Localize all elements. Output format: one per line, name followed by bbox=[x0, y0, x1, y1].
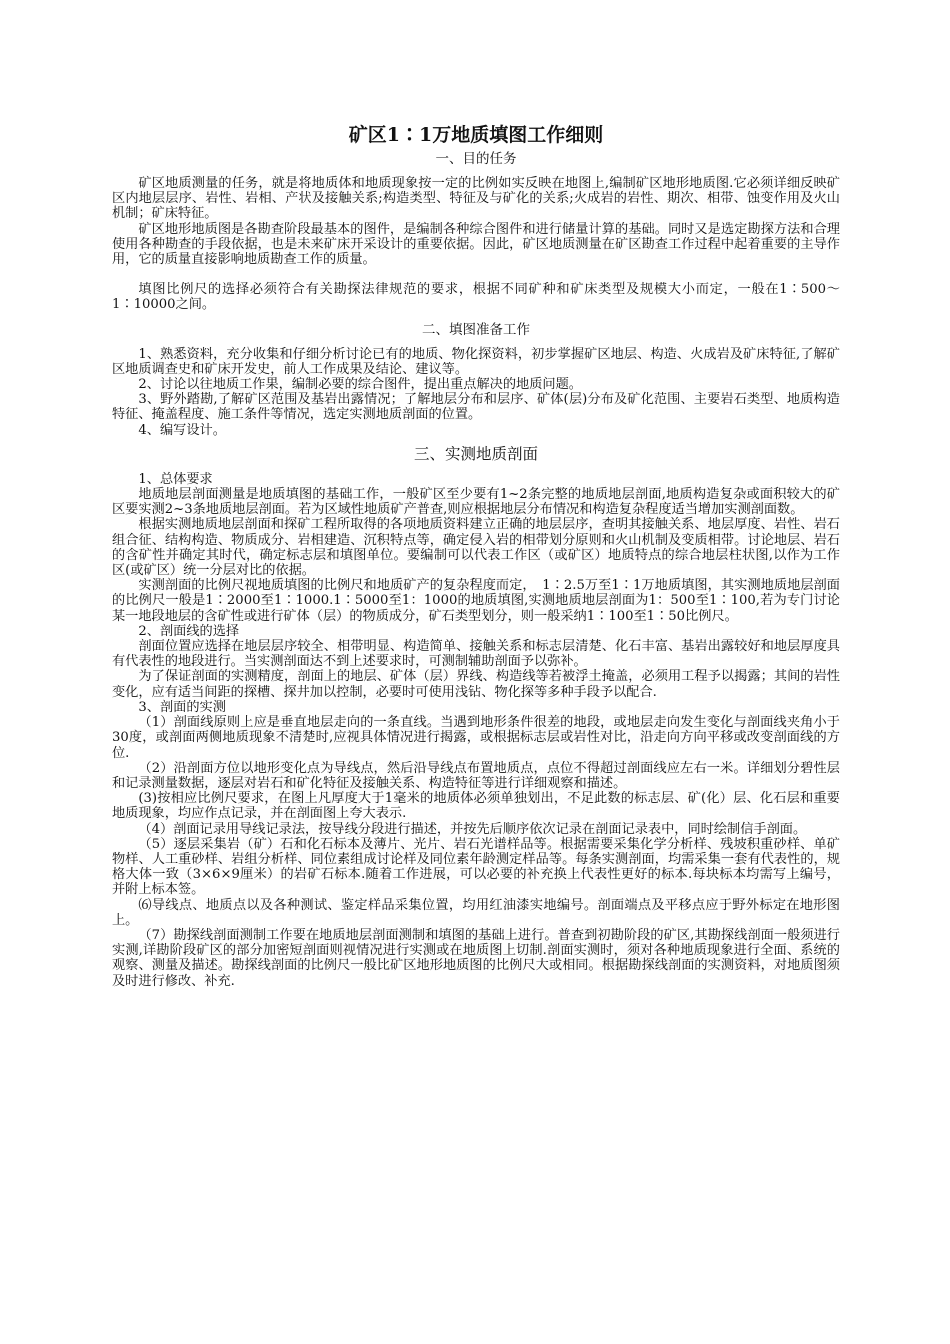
subheading: 3、剖面的实测 bbox=[138, 699, 226, 715]
list-item: 3、野外踏勘,了解矿区范围及基岩出露情况；了解地层分布和层序、矿体(层)分布及矿化范围、主要岩石类型、地质构造特征、掩盖程度、施工条件等情况，选定实测地质剖面的位置。 bbox=[112, 392, 840, 423]
list-item: 2、讨论以往地质工作果，编制必要的综合图件，提出重点解决的地质问题。 bbox=[138, 377, 582, 393]
paragraph: （2）沿剖面方位以地形变化点为导线点，然后沿导线点布置地质点，点位不得超过剖面线应左右一米。详细划分碧性层和记录测量数据，逐层对岩石和矿化特征及接触关系、构造特征等进行详细观察和描述。 bbox=[112, 760, 840, 791]
subheading: 2、剖面线的选择 bbox=[138, 623, 240, 639]
paragraph: 地质地层剖面测量是地质填图的基础工作，一般矿区至少要有1~2条完整的地质地层剖面,地质构造复杂或面积较大的矿区要实测2~3条地质地层剖面。若为区域性地质矿产普查,则应根据地层分布情况和构造复杂程度适当增加实测剖面数。 bbox=[112, 487, 840, 518]
paragraph: （4）剖面记录用导线记录法，按导线分段进行描述，并按先后顺序依次记录在剖面记录表中，同时绘制信手剖面。 bbox=[138, 821, 807, 837]
paragraph: （1）剖面线原则上应是垂直地层走向的一条直线。当遇到地形条件很差的地段，或地层走向发生变化与剖面线夹角小于30度，或剖面两侧地质现象不清楚时,应视具体情况进行揭露，或根据标志层或岩性对比，沿走向方向平移或改变剖面线的方位. bbox=[112, 715, 840, 761]
paragraph: 剖面位置应选择在地层层序较全、相带明显、构造简单、接触关系和标志层清楚、化石丰富、基岩出露较好和地层厚度具有代表性的地段进行。当实测剖面达不到上述要求时，可测制辅助剖面予以弥补。 bbox=[112, 639, 840, 670]
section-heading-preparation: 二、填图准备工作 bbox=[422, 321, 530, 338]
paragraph-gap bbox=[112, 267, 840, 282]
document-title: 矿区1∶1万地质填图工作细则 bbox=[348, 124, 604, 146]
section-heading-profile: 三、实测地质剖面 bbox=[413, 444, 538, 463]
paragraph: （7）勘探线剖面测制工作要在地质地层剖面测制和填图的基础上进行。普查到初勘阶段的矿区,其勘探线剖面一般须进行实测,详勘阶段矿区的部分加密短剖面则视情况进行实测或在地质图上切制.剖面实测时，须对各种地质现象进行全面、系统的观察、测量及描述。勘探线剖面的比例尺一般比矿区地形地质图的比例尺大或相同。根据勘探线剖面的实测资料，对地质图须及时进行修改、补充. bbox=[112, 927, 840, 989]
paragraph: 根据实测地质地层剖面和探矿工程所取得的各项地质资料建立正确的地层层序，查明其接触关系、地层厚度、岩性、岩石组合征、结构构造、物质成分、岩相建造、沉积特点等，确定侵入岩的相带划分原则和火山机制及变质相带。讨论地层、岩石的含矿性并确定其时代，确定标志层和填图单位。要编制可以代表工作区（或矿区）地质特点的综合地层柱状图,以作为工作区(或矿区）统一分层对比的依据。 bbox=[112, 517, 840, 579]
paragraph: 实测剖面的比例尺视地质填图的比例尺和地质矿产的复杂程度而定， 1∶2.5万至1∶1万地质填图，其实测地质地层剖面的比例尺一般是1∶2000至1∶1000.1∶5000至1：1000的地质填图,实测地质地层剖面为1：500至1∶100,若为专门讨论某一地段地层的含矿性或进行矿体（层）的物质成分，矿石类型划分，则一般采纳1∶100至1∶50比例尺。 bbox=[112, 578, 840, 624]
paragraph: （5）逐层采集岩（矿）石和化石标本及薄片、光片、岩石光谱样品等。根据需要采集化学分析样、残坡积重砂样、单矿物样、人工重砂样、岩组分析样、同位素组成讨论样及同位素年龄测定样品等。每条实测剖面，均需采集一套有代表性的，规格大体一致（3×6×9厘米）的岩矿石标本.随着工作进展，可以必要的补充换上代表性更好的标本.每块标本均需写上编号，并附上标本签。 bbox=[112, 836, 840, 898]
paragraph: 矿区地形地质图是各勘查阶段最基本的图件，是编制各种综合图件和进行储量计算的基础。同时又是选定勘探方法和合理使用各种勘查的手段依据，也是未来矿床开采设计的重要依据。因此，矿区地质测量在矿区勘查工作过程中起着重要的主导作用，它的质量直接影响地质勘查工作的质量。 bbox=[112, 221, 840, 268]
subheading: 1、总体要求 bbox=[138, 471, 213, 487]
section-heading-purpose: 一、目的任务 bbox=[435, 151, 517, 167]
list-item: 1、熟悉资料，充分收集和仔细分析讨论已有的地质、物化探资料，初步掌握矿区地层、构造、火成岩及矿床特征,了解矿区地质调查史和矿床开发史，前人工作成果及结论、建议等。 bbox=[112, 346, 840, 377]
paragraph: ⑹导线点、地质点以及各种测试、鉴定样品采集位置，均用红油漆实地编号。剖面端点及平移点应于野外标定在地形图上。 bbox=[112, 897, 840, 928]
document-page bbox=[112, 112, 840, 989]
list-item: 4、编写设计。 bbox=[138, 422, 226, 438]
paragraph: (3)按相应比例尺要求，在图上凡厚度大于1毫米的地质体必须单独划出，不足此数的标志层、矿(化）层、化石层和重要地质现象，均应作点记录，并在剖面图上夸大表示. bbox=[112, 791, 840, 822]
paragraph: 矿区地质测量的任务，就是将地质体和地质现象按一定的比例如实反映在地图上,编制矿区地形地质图.它必须详细反映矿区内地层层序、岩性、岩相、产状及接触关系;构造类型、特征及与矿化的关系;火成岩的岩性、期次、相带、蚀变作用及火山机制；矿床特征。 bbox=[112, 176, 840, 222]
paragraph: 填图比例尺的选择必须符合有关勘探法律规范的要求，根据不同矿种和矿床类型及规模大小而定，一般在1∶500～1∶10000之间。 bbox=[112, 282, 840, 313]
paragraph: 为了保证剖面的实测精度，剖面上的地层、矿体（层）界线、构造线等若被浮土掩盖，必须用工程予以揭露；其间的岩性变化，应有适当间距的探槽、探井加以控制，必要时可使用浅钻、物化探等多种手段予以配合. bbox=[112, 669, 840, 700]
